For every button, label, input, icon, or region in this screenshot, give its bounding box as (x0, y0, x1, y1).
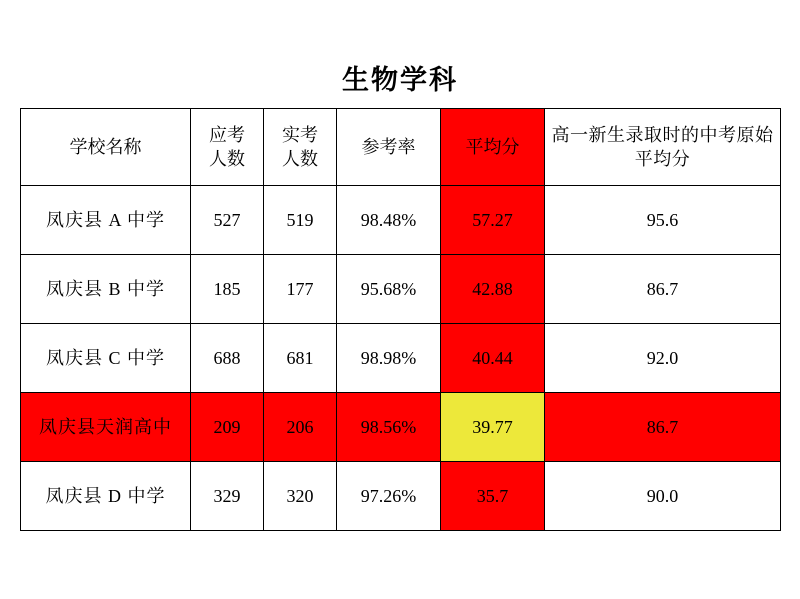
cell-expected-count: 527 (191, 186, 264, 255)
column-header-expected-count (191, 109, 264, 186)
column-header-actual-count (264, 109, 337, 186)
column-header-school-name: 学校名称 (21, 109, 191, 186)
column-header-average-score: 平均分 (441, 109, 545, 186)
score-table-container (20, 108, 780, 531)
column-header-expected-count-line1: 应考 (209, 124, 245, 145)
cell-expected-count: 329 (191, 462, 264, 531)
cell-school-name: 凤庆县 A 中学 (21, 186, 191, 255)
cell-participation-rate: 98.56% (337, 393, 441, 462)
cell-average-score: 40.44 (441, 324, 545, 393)
cell-actual-count: 177 (264, 255, 337, 324)
cell-school-name: 凤庆县天润高中 (21, 393, 191, 462)
table-row (21, 324, 781, 393)
cell-actual-count: 320 (264, 462, 337, 531)
column-header-entry-average (545, 109, 781, 186)
column-header-actual-count-line2: 人数 (282, 149, 318, 169)
cell-school-name: 凤庆县 B 中学 (21, 255, 191, 324)
column-header-participation-rate: 参考率 (337, 109, 441, 186)
cell-entry-average: 90.0 (545, 462, 781, 531)
cell-participation-rate: 98.98% (337, 324, 441, 393)
cell-school-name: 凤庆县 C 中学 (21, 324, 191, 393)
cell-expected-count: 688 (191, 324, 264, 393)
cell-actual-count: 681 (264, 324, 337, 393)
cell-school-name: 凤庆县 D 中学 (21, 462, 191, 531)
table-header (21, 109, 781, 186)
table-row (21, 462, 781, 531)
table-row (21, 255, 781, 324)
table-body (21, 186, 781, 531)
cell-actual-count: 519 (264, 186, 337, 255)
cell-entry-average: 92.0 (545, 324, 781, 393)
cell-expected-count: 209 (191, 393, 264, 462)
column-header-entry-average-line2: 平均分 (634, 149, 691, 169)
cell-entry-average: 86.7 (545, 255, 781, 324)
cell-entry-average: 86.7 (545, 393, 781, 462)
cell-participation-rate: 97.26% (337, 462, 441, 531)
table-row-highlighted (21, 393, 781, 462)
page-title: 生物学科 (342, 65, 458, 95)
cell-actual-count: 206 (264, 393, 337, 462)
table-row (21, 186, 781, 255)
cell-participation-rate: 98.48% (337, 186, 441, 255)
cell-average-score: 35.7 (441, 462, 545, 531)
column-header-expected-count-line2: 人数 (209, 149, 245, 169)
cell-average-score-highlight: 39.77 (441, 393, 545, 462)
cell-average-score: 57.27 (441, 186, 545, 255)
cell-expected-count: 185 (191, 255, 264, 324)
cell-participation-rate: 95.68% (337, 255, 441, 324)
column-header-entry-average-line1: 高一新生录取时的中考原始 (551, 124, 774, 145)
column-header-actual-count-line1: 实考 (282, 124, 318, 145)
table-header-row (21, 109, 781, 186)
cell-average-score: 42.88 (441, 255, 545, 324)
cell-entry-average: 95.6 (545, 186, 781, 255)
score-table (20, 108, 781, 531)
